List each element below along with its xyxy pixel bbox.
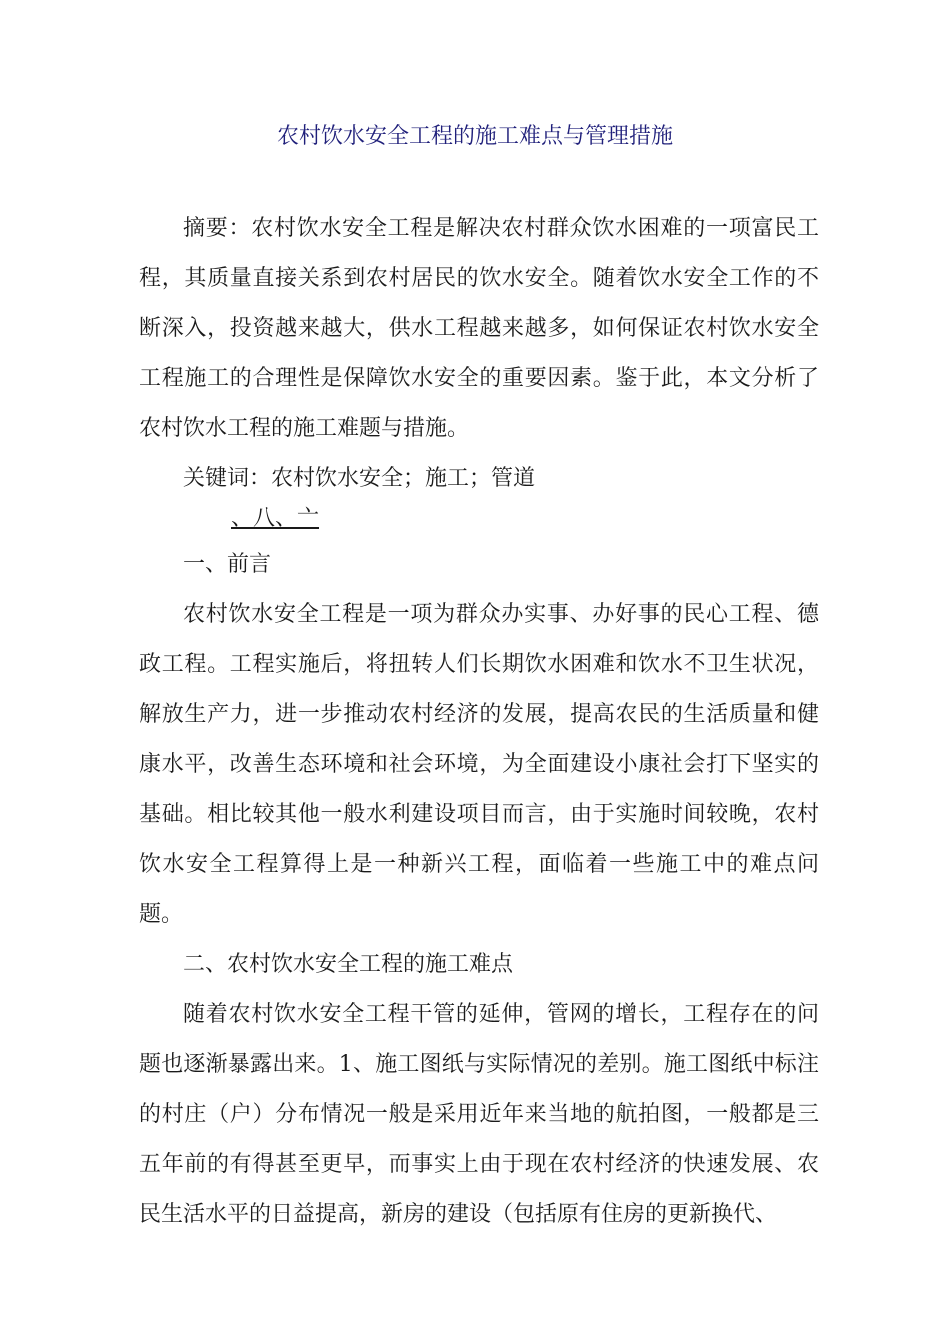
stray-mark-text: 、八、亠	[231, 506, 320, 531]
document-body	[139, 204, 819, 1240]
section-1-paragraph: 农村饮水安全工程是一项为群众办实事、办好事的民心工程、德政工程。工程实施后，将扭转人们长期饮水困难和饮水不卫生状况，解放生产力，进一步推动农村经济的发展，提高农民的生活质量和健康水平，改善生态环境和社会环境，为全面建设小康社会打下坚实的基础。相比较其他一般水利建设项目而言，由于实施时间较晚，农村饮水安全工程算得上是一种新兴工程，面临着一些施工中的难点问题。	[139, 602, 819, 927]
abstract-paragraph: 摘要：农村饮水安全工程是解决农村群众饮水困难的一项富民工程，其质量直接关系到农村居民的饮水安全。随着饮水安全工作的不断深入，投资越来越大，供水工程越来越多，如何保证农村饮水安全工程施工的合理性是保障饮水安全的重要因素。鉴于此，本文分析了农村饮水工程的施工难题与措施。	[139, 216, 819, 441]
stray-mark	[139, 504, 819, 540]
section-1-heading: 一、前言	[183, 552, 272, 577]
section-2-heading: 二、农村饮水安全工程的施工难点	[183, 952, 514, 977]
document-title: 农村饮水安全工程的施工难点与管理措施	[276, 124, 673, 149]
keywords-line: 关键词：农村饮水安全；施工；管道	[183, 466, 536, 491]
section-2-paragraph: 随着农村饮水安全工程干管的延伸，管网的增长，工程存在的问题也逐渐暴露出来。1、施工图纸与实际情况的差别。施工图纸中标注的村庄（户）分布情况一般是采用近年来当地的航拍图，一般都是三五年前的有得甚至更早，而事实上由于现在农村经济的快速发展、农民生活水平的日益提高，新房的建设（包括原有住房的更新换代、	[139, 1002, 819, 1227]
